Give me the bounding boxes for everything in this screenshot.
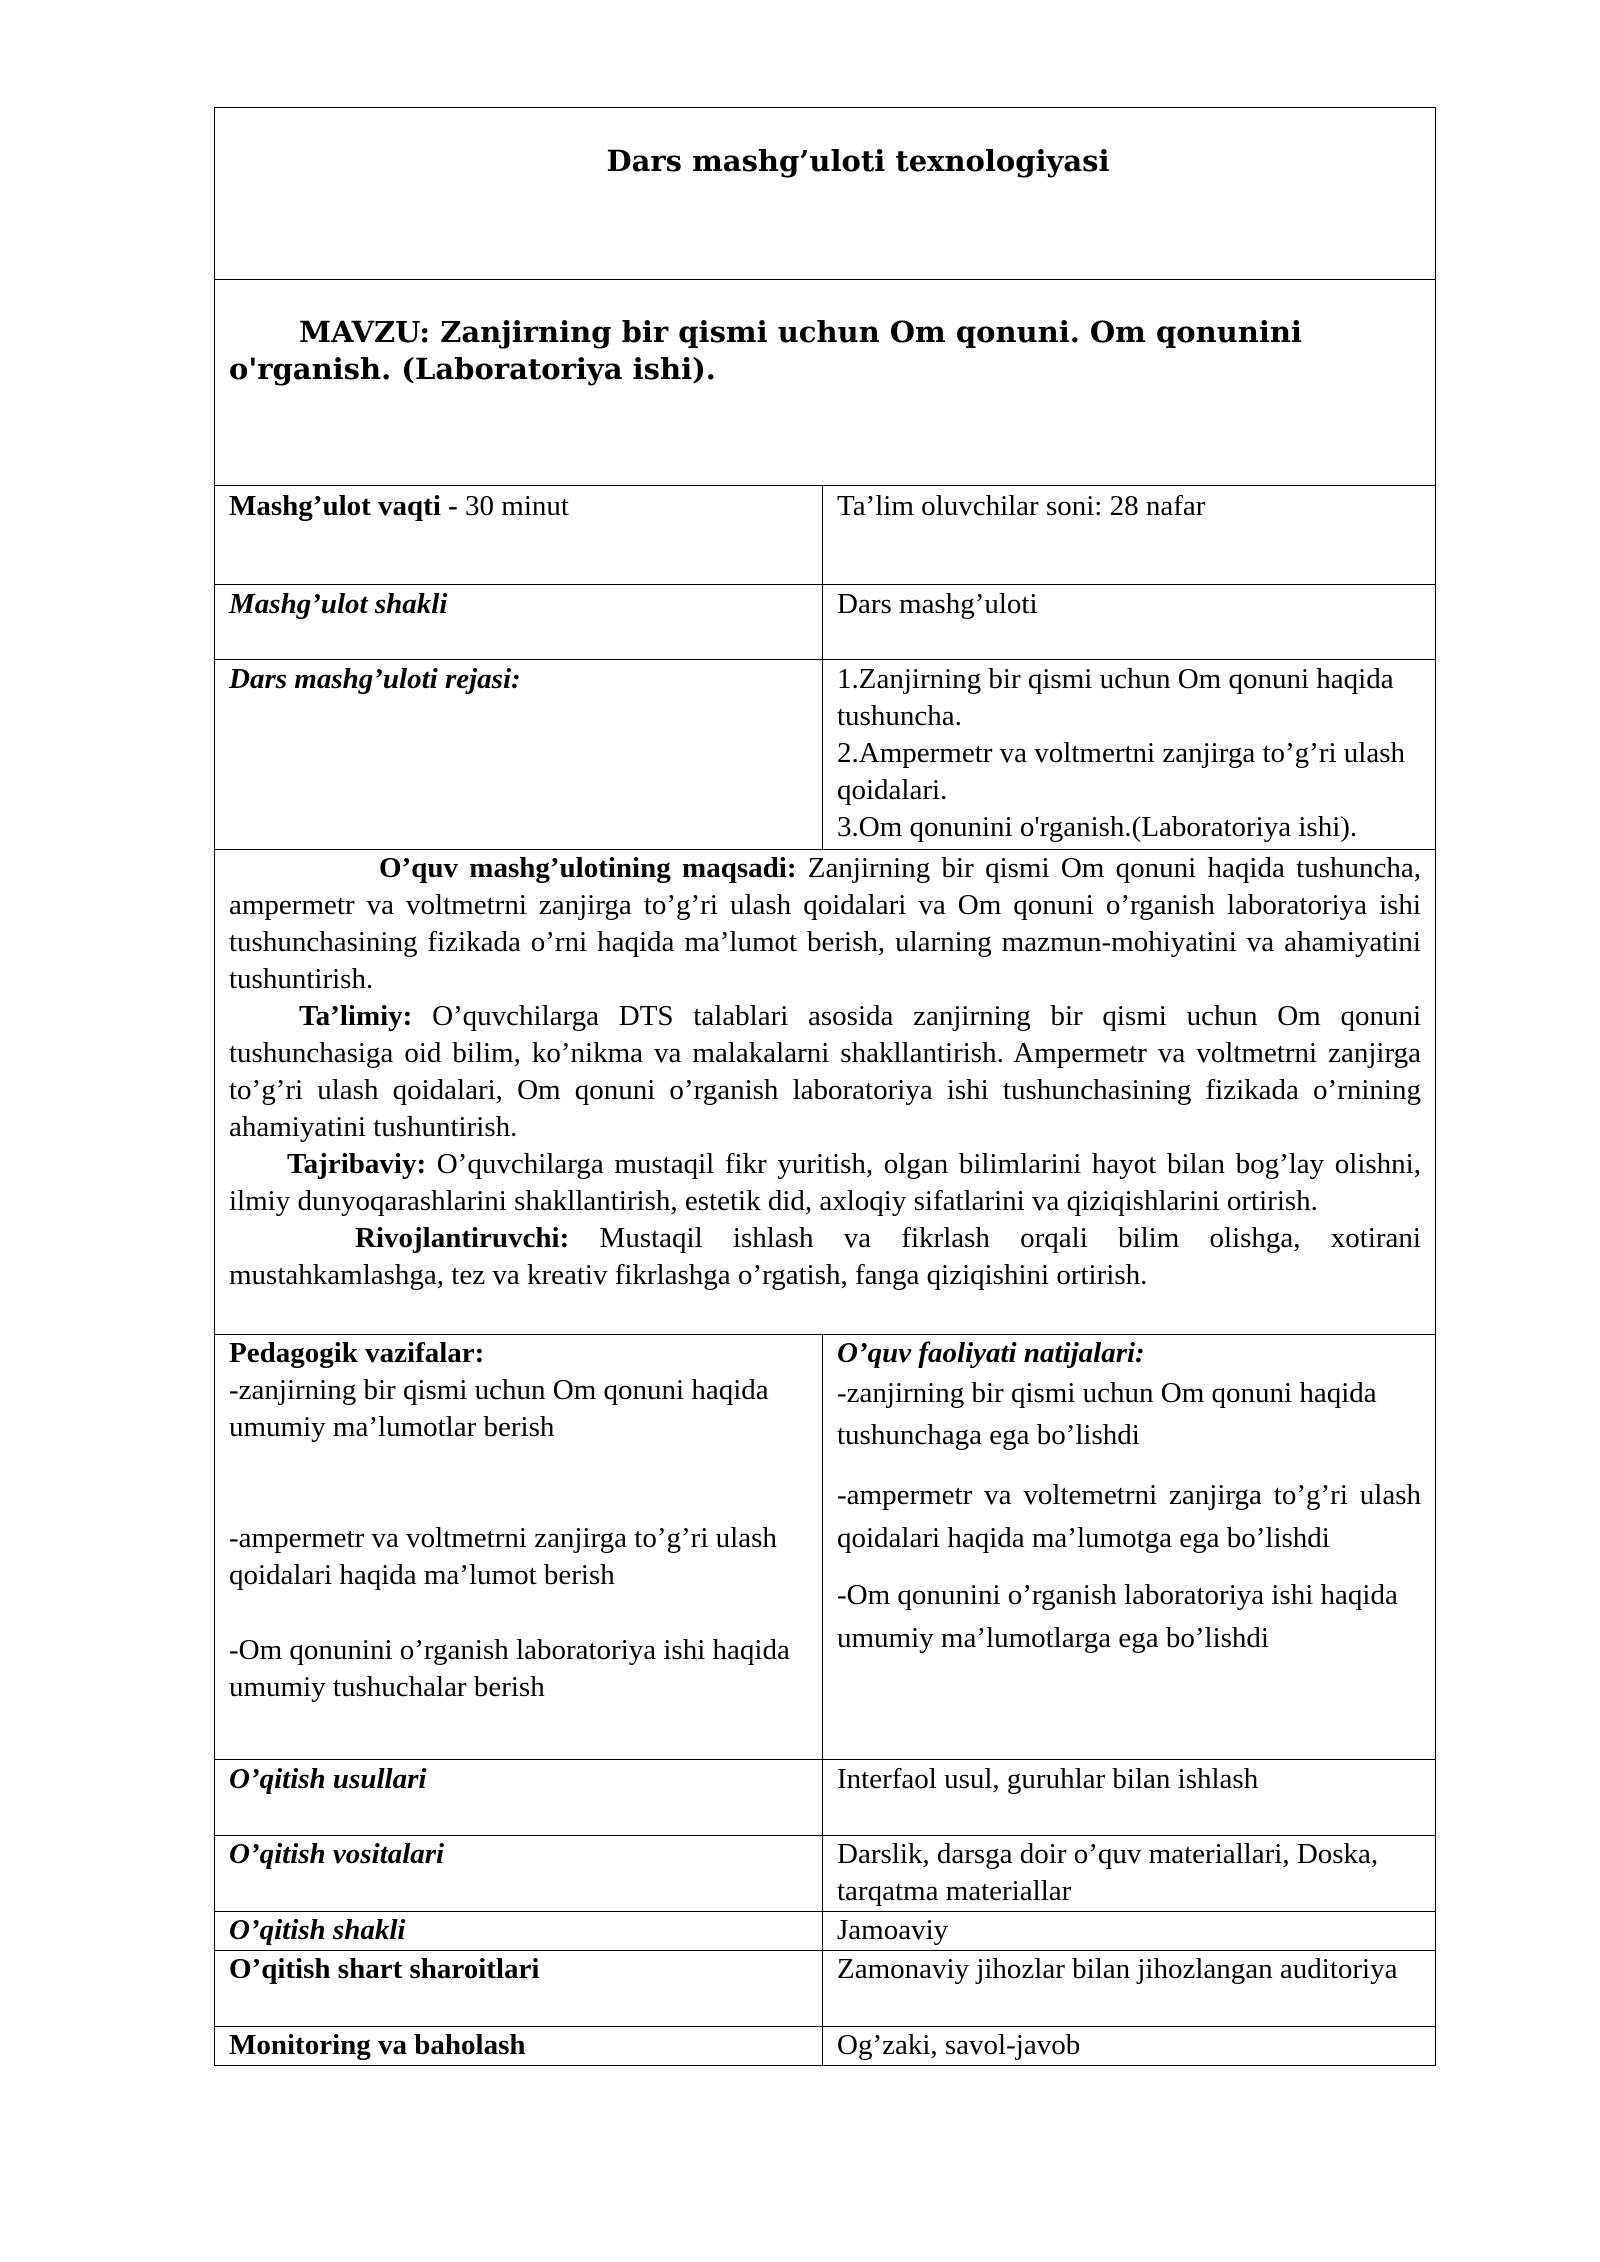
educational-text: O’quvchilarga DTS talablari asosida zanjirning bir qismi uchun Om qonuni tushunchasiga oid bilim, ko’nikma va malakalarni shakllantirish. Ampermetr va voltmetrni zanjirga to’g’ri ulash qoidalari, Om qonuni o’rganish laboratoriya ishi tushunchasining fizikada o’rnining ahamiyatini tushuntirish. [229,1000,1421,1143]
conditions-label: O’qitish shart sharoitlari [215,1951,823,2027]
topic-text: MAVZU: Zanjirning bir qismi uchun Om qonuni. Om qonunini o'rganish. (Laboratoriya ishi). [229,315,1302,386]
practical-text: O’quvchilarga mustaqil fikr yuritish, olgan bilimlarini hayot bilan bog’lay olishni, ilmiy dunyoqarashlarini shakllantirish, estetik did, axloqiy sifatlarini va qiziqishlarini ortirish. [229,1148,1421,1217]
plan-item: 2.Ampermetr va voltmertni zanjirga to’g’ri ulash qoidalari. [837,737,1406,806]
monitoring-value: Og’zaki, savol-javob [823,2027,1436,2066]
developmental-label: Rivojlantiruvchi: [355,1222,570,1254]
lesson-plan-table [214,107,1436,2066]
topic-cell [215,280,1436,486]
pedagogical-tasks-cell [215,1335,823,1760]
plan-item: 3.Om qonunini o'rganish.(Laboratoriya ishi). [837,811,1358,843]
goals-cell [215,850,1436,1335]
outcome-item: -ampermetr va voltemetrni zanjirga to’g’ri ulash qoidalari haqida ma’lumotga ega bo’lishdi [837,1479,1421,1554]
goal-text: Zanjirning bir qismi Om qonuni haqida tushuncha, ampermetr va voltmetrni zanjirga to’g’ri ulash qoidalari va Om qonuni o’rganish laboratoriya ishi tushunchasining fizikada o’rni haqida ma’lumot berish, ularning mazmun-mohiyatini va ahamiyatini tushuntirish. [229,852,1422,995]
practical-label: Tajribaviy: [287,1148,427,1180]
outcomes-label: O’quv faoliyati natijalari: [837,1337,1145,1369]
goal-label: O’quv mashg’ulotining maqsadi: [379,852,797,884]
developmental-text: Mustaqil ishlash va fikrlash orqali bilim olishga, xotirani mustahkamlashga, tez va kreativ fikrlashga o’rgatish, fanga qiziqishini ortirish. [229,1222,1421,1291]
educational-label: Ta’limiy: [299,1000,413,1032]
teaching-form-label: O’qitish shakli [215,1912,823,1951]
outcome-item: -zanjirning bir qismi uchun Om qonuni haqida tushunchaga ega bo’lishdi [837,1377,1377,1451]
teaching-form-value: Jamoaviy [823,1912,1436,1951]
duration-cell [215,486,823,585]
conditions-value: Zamonaviy jihozlar bilan jihozlangan auditoriya [823,1951,1436,2027]
document-title: Dars mashg’uloti texnologiyasi [215,108,1436,280]
plan-item: 1.Zanjirning bir qismi uchun Om qonuni haqida tushuncha. [837,663,1394,732]
pedagogical-tasks-label: Pedagogik vazifalar: [229,1337,485,1369]
monitoring-label: Monitoring va baholash [215,2027,823,2066]
plan-list [823,660,1436,850]
duration-label: Mashg’ulot vaqti - [229,490,458,522]
methods-value: Interfaol usul, guruhlar bilan ishlash [823,1760,1436,1836]
outcomes-cell [823,1335,1436,1760]
form-value: Dars mashg’uloti [823,585,1436,660]
means-value: Darslik, darsga doir o’quv materiallari, Doska, tarqatma materiallar [823,1836,1436,1912]
methods-label: O’qitish usullari [215,1760,823,1836]
plan-label: Dars mashg’uloti rejasi: [215,660,823,850]
outcome-item: -Om qonunini o’rganish laboratoriya ishi haqida umumiy ma’lumotlarga ega bo’lishdi [837,1579,1398,1654]
duration-value: 30 minut [457,490,569,522]
students-count: Ta’lim oluvchilar soni: 28 nafar [823,486,1436,585]
pedagogical-task-item: -zanjirning bir qismi uchun Om qonuni haqida umumiy ma’lumotlar berish [229,1374,769,1443]
form-label: Mashg’ulot shakli [215,585,823,660]
pedagogical-task-item: -ampermetr va voltmetrni zanjirga to’g’ri ulash qoidalari haqida ma’lumot berish [229,1522,777,1591]
pedagogical-task-item: -Om qonunini o’rganish laboratoriya ishi haqida umumiy tushuchalar berish [229,1634,790,1703]
means-label: O’qitish vositalari [215,1836,823,1912]
